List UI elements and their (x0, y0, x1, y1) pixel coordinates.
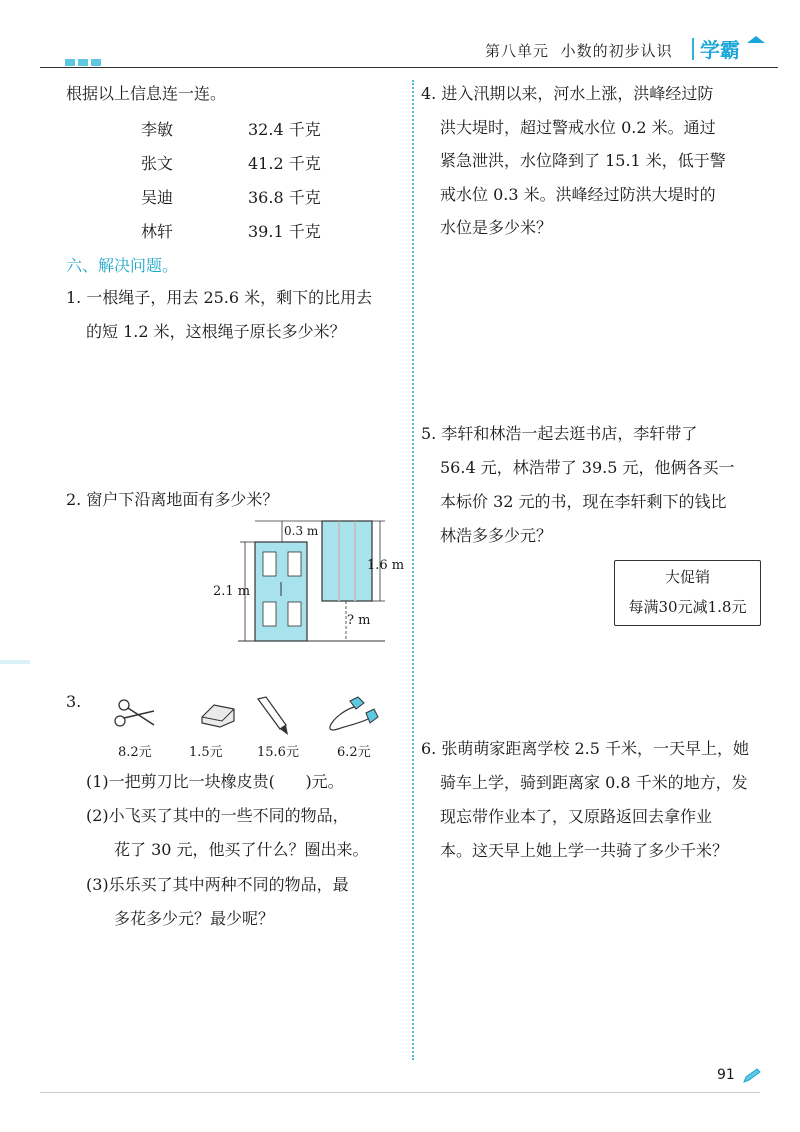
sub-1-unit: )元。 (305, 772, 344, 791)
price-label: 1.5元 (189, 745, 223, 760)
question-3-sub-2-line-2: 花了 30 元，他买了什么？圈出来。 (114, 840, 369, 859)
question-5-line-2: 56.4 元，林浩带了 39.5 元，他俩各买一 (440, 458, 735, 477)
question-6-line-2: 骑车上学，骑到距离家 0.8 千米的地方，发 (440, 773, 748, 792)
label-left: 2.1 m (213, 584, 251, 599)
match-name: 吴迪 (141, 188, 174, 207)
question-4-line-4: 戒水位 0.3 米。洪峰经过防洪大堤时的 (440, 185, 716, 204)
brand-logo: 学霸 (700, 38, 740, 62)
pencil-icon (742, 1068, 762, 1084)
label-bottom: ? m (347, 613, 371, 628)
scissors-icon (115, 700, 154, 726)
match-value: 39.1 千克 (248, 222, 321, 241)
eraser-icon (202, 705, 234, 727)
window-shape (322, 521, 372, 601)
header-separator (692, 38, 694, 60)
sub-1-text: (1)一把剪刀比一块橡皮贵( (86, 772, 275, 791)
sale-title: 大促销 (664, 568, 710, 586)
question-3-sub-1 (86, 766, 344, 798)
items-illustration (110, 695, 380, 735)
question-6-line-4: 本。这天早上她上学一共骑了多少千米？ (440, 841, 729, 860)
footer-rule (40, 1092, 760, 1093)
price-label: 8.2元 (118, 745, 152, 760)
header-title (485, 40, 673, 61)
question-3-sub-3-line-1: (3)乐乐买了其中两种不同的物品，最 (86, 875, 349, 894)
side-decoration (0, 660, 30, 664)
question-4-line-2: 洪大堤时，超过警戒水位 0.2 米。通过 (440, 118, 716, 137)
price-label: 15.6元 (257, 745, 299, 760)
header-rule (40, 67, 778, 68)
question-4-line-1: 4. 进入汛期以来，河水上涨，洪峰经过防 (421, 84, 714, 103)
question-5-line-3: 本标价 32 元的书，现在李轩剩下的钱比 (440, 492, 727, 511)
match-name: 林轩 (141, 222, 174, 241)
graduation-cap-icon (747, 36, 765, 43)
question-5-line-1: 5. 李轩和林浩一起去逛书店，李轩带了 (421, 424, 698, 443)
unit-label: 第八单元 (485, 42, 550, 60)
fountain-pen-icon (258, 697, 288, 735)
match-value: 32.4 千克 (248, 120, 321, 139)
question-3-sub-2-line-1: (2)小飞买了其中的一些不同的物品， (86, 806, 349, 825)
column-divider (412, 80, 414, 1060)
jump-rope-icon (330, 697, 378, 730)
page-number: 91 (717, 1067, 735, 1083)
question-1-line-2: 的短 1.2 米，这根绳子原长多少米？ (86, 322, 346, 341)
sale-text: 每满30元减1.8元 (628, 598, 747, 616)
match-name: 张文 (141, 154, 174, 173)
question-1-line-1: 1. 一根绳子，用去 25.6 米，剩下的比用去 (66, 288, 373, 307)
question-5-line-4: 林浩多多少元？ (440, 526, 553, 545)
match-name: 李敏 (141, 120, 174, 139)
question-3-number: 3. (66, 692, 82, 711)
match-value: 36.8 千克 (248, 188, 321, 207)
question-3-sub-3-line-2: 多花多少元？最少呢？ (114, 909, 275, 928)
label-right: 1.6 m (367, 558, 405, 573)
question-4-line-3: 紧急泄洪，水位降到了 15.1 米，低于警 (440, 151, 726, 170)
match-value: 41.2 千克 (248, 154, 321, 173)
section-heading: 六、解决问题。 (66, 256, 179, 275)
chapter-title: 小数的初步认识 (560, 42, 673, 60)
question-2-text: 2. 窗户下沿离地面有多少米？ (66, 490, 279, 509)
question-4-line-5: 水位是多少米？ (440, 218, 553, 237)
price-label: 6.2元 (337, 745, 371, 760)
intro-text: 根据以上信息连一连。 (66, 84, 227, 103)
question-6-line-1: 6. 张萌萌家距离学校 2.5 千米，一天早上，她 (421, 739, 749, 758)
question-6-line-3: 现忘带作业本了，又原路返回去拿作业 (440, 807, 713, 826)
label-top: 0.3 m (284, 524, 319, 538)
sale-sign (614, 560, 761, 626)
